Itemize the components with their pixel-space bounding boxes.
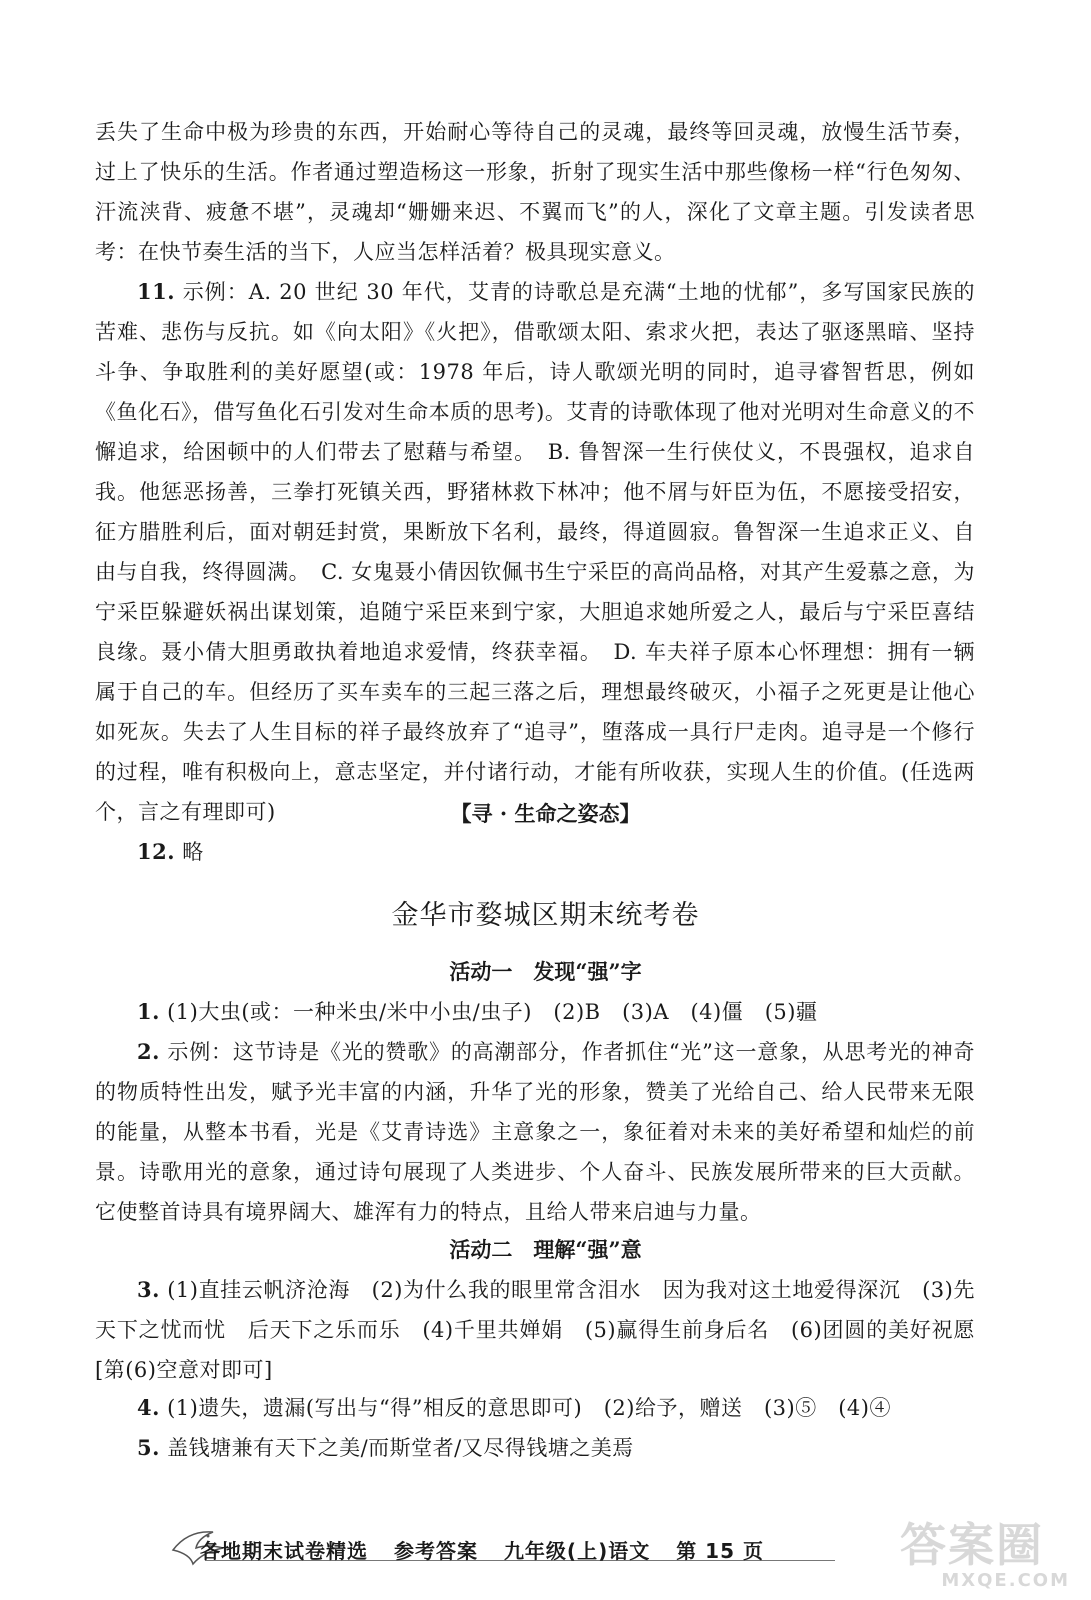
question-1 — [95, 992, 975, 1032]
question-number: 3. — [137, 1277, 160, 1302]
question-answer-text: 示例：这节诗是《光的赞歌》的高潮部分，作者抓住“光”这一意象，从思考光的神奇的物质特性出发，赋予光丰富的内涵，升华了光的形象，赞美了光给自己、给人民带来无限的能量，从整本书看，光是《艾青诗选》主意象之一，象征着对未来的美好希望和灿烂的前景。诗歌用光的意象，通过诗句展现了人类进步、个人奋斗、民族发展所带来的巨大贡献。它使整首诗具有境界阔大、雄浑有力的特点，且给人带来启迪与力量。 — [95, 1040, 975, 1224]
question-3 — [95, 1270, 975, 1390]
question-number: 2. — [137, 1039, 160, 1064]
question-answer-text: (1)遗失，遗漏(写出与“得”相反的意思即可) (2)给予，赠送 (3)⑤ (4)④ — [159, 1396, 891, 1420]
question-12 — [95, 832, 975, 872]
question-answer-text: 略 — [175, 840, 204, 864]
watermark-url: MXQE.COM — [941, 1570, 1070, 1591]
question-number: 12. — [137, 839, 176, 864]
exam-title: 金华市婺城区期末统考卷 — [391, 900, 700, 931]
watermark — [900, 1520, 1080, 1595]
activity-one-heading: 活动一 发现“强”字 — [449, 959, 642, 984]
footer-page-number: 第 15 页 — [676, 1539, 764, 1563]
question-number: 11. — [137, 279, 176, 304]
question-11 — [95, 272, 975, 832]
question-answer-text: 盖钱塘兼有天下之美/而斯堂者/又尽得钱塘之美焉 — [159, 1436, 634, 1460]
question-2 — [95, 1032, 975, 1232]
question-number: 5. — [137, 1435, 160, 1460]
answer-paragraph-continuation — [95, 112, 975, 272]
footer-section: 参考答案 — [393, 1539, 478, 1563]
page-footer — [150, 1535, 950, 1564]
activity-two-heading: 活动二 理解“强”意 — [449, 1237, 642, 1262]
section-heading-life: 【寻 · 生命之姿态】 — [450, 801, 641, 826]
question-number: 4. — [137, 1395, 160, 1420]
footer-grade: 九年级(上)语文 — [503, 1539, 651, 1563]
question-answer-text: 示例：A. 20 世纪 30 年代，艾青的诗歌总是充满“土地的忧郁”，多写国家民族的苦难、悲伤与反抗。如《向太阳》《火把》，借歌颂太阳、索求火把，表达了驱逐黑暗、坚持斗争、争取胜利的美好愿望(或：1978 年后，诗人歌颂光明的同时，追寻睿智哲思，例如《鱼化石》，借写鱼化石引发对生命本质的思考)。艾青的诗歌体现了他对光明对生命意义的不懈追求，给困顿中的人们带去了慰藉与希望。 B. 鲁智深一生行侠仗义，不畏强权，追求自我。他惩恶扬善，三拳打死镇关西，野猪林救下林冲；他不屑与奸臣为伍，不愿接受招安，征方腊胜利后，面对朝廷封赏，果断放下名利，最终，得道圆寂。鲁智深一生追求正义、自由与自我，终得圆满。 C. 女鬼聂小倩因钦佩书生宁采臣的高尚品格，对其产生爱慕之意，为宁采臣躲避妖祸出谋划策，追随宁采臣来到宁家，大胆追求她所爱之人，最后与宁采臣喜结良缘。聂小倩大胆勇敢执着地追求爱情，终获幸福。 D. 车夫祥子原本心怀理想：拥有一辆属于自己的车。但经历了买车卖车的三起三落之后，理想最终破灭，小福子之死更是让他心如死灰。失去了人生目标的祥子最终放弃了“追寻”，堕落成一具行尸走肉。追寻是一个修行的过程，唯有积极向上，意志坚定，并付诸行动，才能有所收获，实现人生的价值。(任选两个，言之有理即可) — [95, 280, 975, 824]
question-answer-text: (1)大虫(或：一种米虫/米中小虫/虫子) (2)B (3)A (4)僵 (5)疆 — [159, 1000, 818, 1024]
question-answer-text: (1)直挂云帆济沧海 (2)为什么我的眼里常含泪水 因为我对这土地爱得深沉 (3)先天下之忧而忧 后天下之乐而乐 (4)千里共婵娟 (5)赢得生前身后名 (6)团圆的美好祝愿[第(6)空意对即可] — [95, 1278, 975, 1382]
paragraph-text: 丢失了生命中极为珍贵的东西，开始耐心等待自己的灵魂，最终等回灵魂，放慢生活节奏，过上了快乐的生活。作者通过塑造杨这一形象，折射了现实生活中那些像杨一样“行色匆匆、汗流浃背、疲惫不堪”，灵魂却“姗姗来迟、不翼而飞”的人，深化了文章主题。引发读者思考：在快节奏生活的当下，人应当怎样活着？极具现实意义。 — [95, 120, 975, 264]
question-5 — [95, 1428, 975, 1468]
question-4 — [95, 1388, 975, 1428]
footer-book-title: 各地期末试卷精选 — [200, 1539, 368, 1563]
watermark-logo-text: 答案圈 — [900, 1518, 1044, 1572]
question-number: 1. — [137, 999, 160, 1024]
